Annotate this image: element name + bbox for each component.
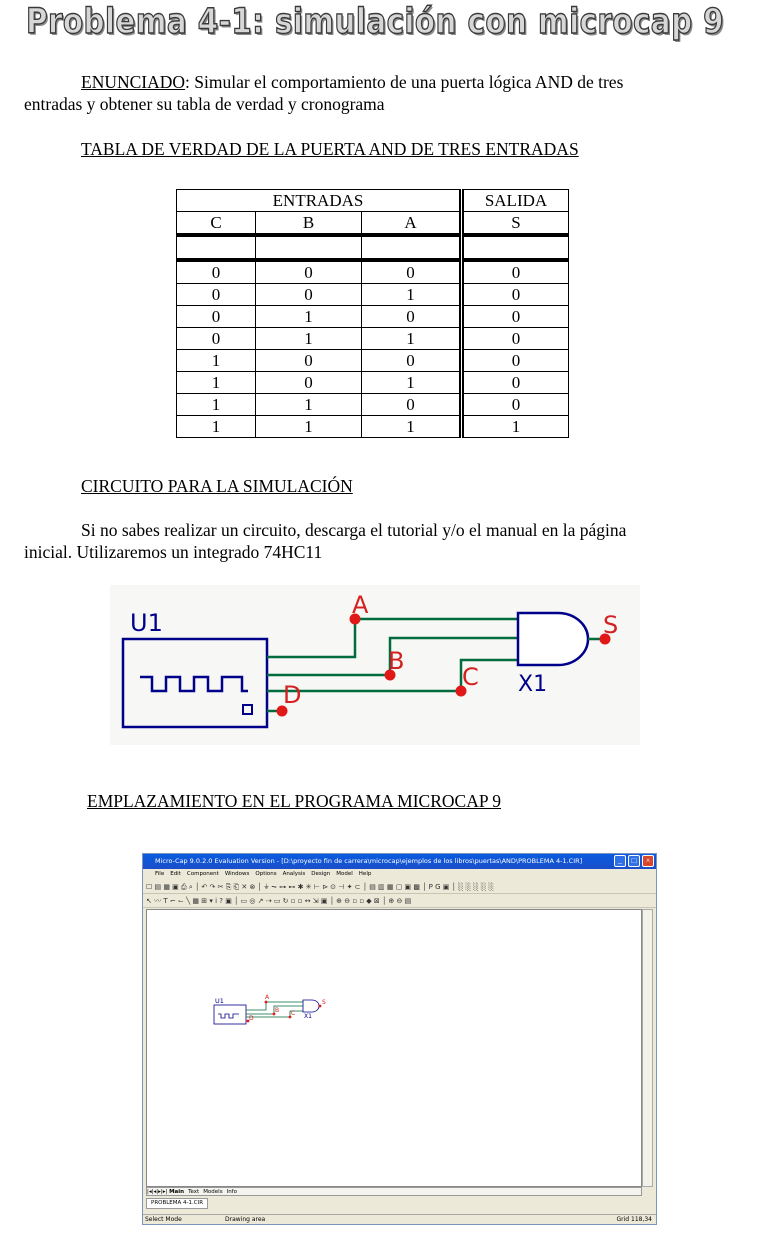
drawing-area[interactable] — [146, 909, 642, 1187]
sheet-tab[interactable]: Text — [188, 1189, 200, 1195]
header-entradas: ENTRADAS — [177, 190, 462, 212]
mini-circuit — [147, 910, 643, 1188]
table-row — [177, 394, 569, 416]
table-cell: 0 — [362, 260, 462, 284]
label-c: C — [462, 663, 479, 691]
table-cell: 0 — [462, 260, 569, 284]
minimize-button[interactable]: _ — [614, 855, 626, 867]
table-row — [177, 328, 569, 350]
table-cell: 1 — [256, 306, 362, 328]
tab-nav-arrows[interactable]: |◂|◂|▸|▸| — [147, 1189, 170, 1195]
table-cell: 0 — [256, 260, 362, 284]
window-title: Micro-Cap 9.0.2.0 Evaluation Version - [D:\proyecto fin de carrera\microcap\ejemplos de los libros\puertas\AND\PROBLEMA 4-1.CIR] — [155, 857, 583, 865]
label-d: D — [283, 681, 302, 709]
table-cell: 1 — [256, 328, 362, 350]
table-cell: 0 — [177, 260, 256, 284]
menu-item[interactable]: Component — [186, 871, 219, 877]
sheet-tabs — [146, 1187, 642, 1196]
header-separator — [177, 235, 569, 260]
table-cell: 0 — [256, 372, 362, 394]
table-cell: 0 — [177, 328, 256, 350]
svg-text:C: C — [291, 1010, 296, 1017]
menu-item[interactable]: Edit — [170, 871, 181, 877]
enunciado-label: ENUNCIADO — [81, 72, 186, 92]
table-cell: 0 — [462, 394, 569, 416]
table-cell: 1 — [256, 394, 362, 416]
table-cell: 0 — [362, 350, 462, 372]
mini-label-u1: U1 — [215, 997, 224, 1005]
table-row — [177, 416, 569, 438]
svg-text:X1: X1 — [304, 1013, 312, 1020]
col-header-b: B — [256, 212, 362, 236]
col-header-a: A — [362, 212, 462, 236]
table-row — [177, 372, 569, 394]
status-bar — [143, 1214, 656, 1224]
table-cell: 0 — [177, 306, 256, 328]
menu-item[interactable]: File — [155, 871, 165, 877]
menu-bar — [143, 869, 656, 879]
label-a: A — [352, 591, 369, 619]
enunciado-text-1: : Simular el comportamiento de una puerta lógica AND de tres — [185, 72, 624, 92]
menu-item[interactable]: Help — [358, 871, 372, 877]
svg-text:D: D — [249, 1015, 254, 1022]
table-cell: 0 — [462, 306, 569, 328]
label-u1: U1 — [130, 609, 163, 637]
sheet-tab[interactable]: Info — [226, 1189, 237, 1195]
status-grid: Grid 118,34 — [616, 1216, 652, 1223]
table-cell: 0 — [362, 306, 462, 328]
table-cell: 1 — [362, 284, 462, 306]
table-cell: 0 — [256, 350, 362, 372]
circuito-heading: CIRCUITO PARA LA SIMULACIÓN — [81, 476, 353, 496]
maximize-button[interactable]: □ — [628, 855, 640, 867]
col-header-c: C — [177, 212, 256, 236]
menu-item[interactable]: Analysis — [282, 871, 306, 877]
table-cell: 0 — [462, 284, 569, 306]
menu-item[interactable]: Options — [255, 871, 277, 877]
status-mode: Select Mode — [145, 1216, 182, 1223]
emplazamiento-heading: EMPLAZAMIENTO EN EL PROGRAMA MICROCAP 9 — [87, 791, 502, 811]
label-x1: X1 — [518, 672, 548, 697]
and-gate — [518, 613, 588, 665]
truth-table — [176, 189, 569, 438]
page-title: Problema 4-1: simulación con microcap 9 — [26, 2, 725, 42]
table-cell: 0 — [362, 394, 462, 416]
circuito-paragraph — [24, 519, 754, 563]
toolbar-2[interactable]: ↖ 〰 T ⌐ ⌙ ╲ ▦ ⊞ ▾ ⅰ ? ▣ │ ▭ ◎ ↗ ⇢ ▭ ↻ ▫ ▫ ↔ ⇲ ▣ │ ⊕ ⊖ ▫ ▫ ◆ ⊠ │ ⊕ ⊖ ▤ — [143, 894, 656, 908]
toolbar-1[interactable]: ☐ ▤ ▦ ▣ ⎙ ⌕ │ ↶ ↷ ✂ ⎘ ⎗ ✕ ⊗ │ ⏚ ⏦ ⊶ ⊷ ✱ ✳ ⊢ ⊳ ⊙ ⊣ ✦ ⊂ │ ▤ ▥ ▦ ▢ ▣ ▩ │ P G ▣ │ ░ ░ ░ ░ ░ — [143, 880, 656, 894]
table-cell: 0 — [462, 372, 569, 394]
sheet-tab[interactable]: Models — [203, 1189, 223, 1195]
table-cell: 1 — [362, 416, 462, 438]
table-cell: 0 — [462, 328, 569, 350]
label-b: B — [388, 647, 405, 675]
enunciado-text-2: entradas y obtener su tabla de verdad y cronograma — [24, 94, 385, 114]
circuito-text-2: inicial. Utilizaremos un integrado 74HC11 — [24, 542, 323, 562]
table-cell: 1 — [256, 416, 362, 438]
circuit-schematic — [110, 585, 640, 745]
table-cell: 1 — [362, 328, 462, 350]
label-s: S — [603, 611, 619, 639]
truth-table-container — [176, 189, 569, 438]
table-row — [177, 260, 569, 284]
header-salida: SALIDA — [462, 190, 569, 212]
circuito-text-1: Si no sabes realizar un circuito, descarga el tutorial y/o el manual en la página — [81, 520, 627, 540]
table-cell: 1 — [362, 372, 462, 394]
enunciado-paragraph — [24, 71, 724, 115]
table-cell: 0 — [462, 350, 569, 372]
sheet-tab[interactable]: Main — [169, 1189, 185, 1195]
tabla-heading: TABLA DE VERDAD DE LA PUERTA AND DE TRES ENTRADAS — [81, 139, 579, 159]
table-cell: 0 — [256, 284, 362, 306]
close-button[interactable]: × — [642, 855, 654, 867]
status-area: Drawing area — [225, 1216, 266, 1223]
table-row — [177, 306, 569, 328]
menu-item[interactable]: Model — [336, 871, 353, 877]
microcap-window — [142, 853, 657, 1225]
window-title-bar — [143, 854, 656, 869]
table-cell: 1 — [177, 372, 256, 394]
table-row — [177, 284, 569, 306]
vertical-scrollbar[interactable] — [642, 909, 653, 1187]
table-cell: 1 — [177, 416, 256, 438]
menu-item[interactable]: Windows — [224, 871, 250, 877]
svg-text:B: B — [275, 1007, 280, 1014]
col-header-s: S — [462, 212, 569, 236]
file-tab[interactable]: PROBLEMA 4-1.CIR — [146, 1198, 208, 1209]
menu-item[interactable]: Design — [311, 871, 331, 877]
svg-text:S: S — [322, 999, 326, 1006]
table-row — [177, 350, 569, 372]
table-cell: 1 — [177, 394, 256, 416]
table-cell: 1 — [462, 416, 569, 438]
table-cell: 0 — [177, 284, 256, 306]
svg-text:A: A — [265, 994, 270, 1001]
table-cell: 1 — [177, 350, 256, 372]
